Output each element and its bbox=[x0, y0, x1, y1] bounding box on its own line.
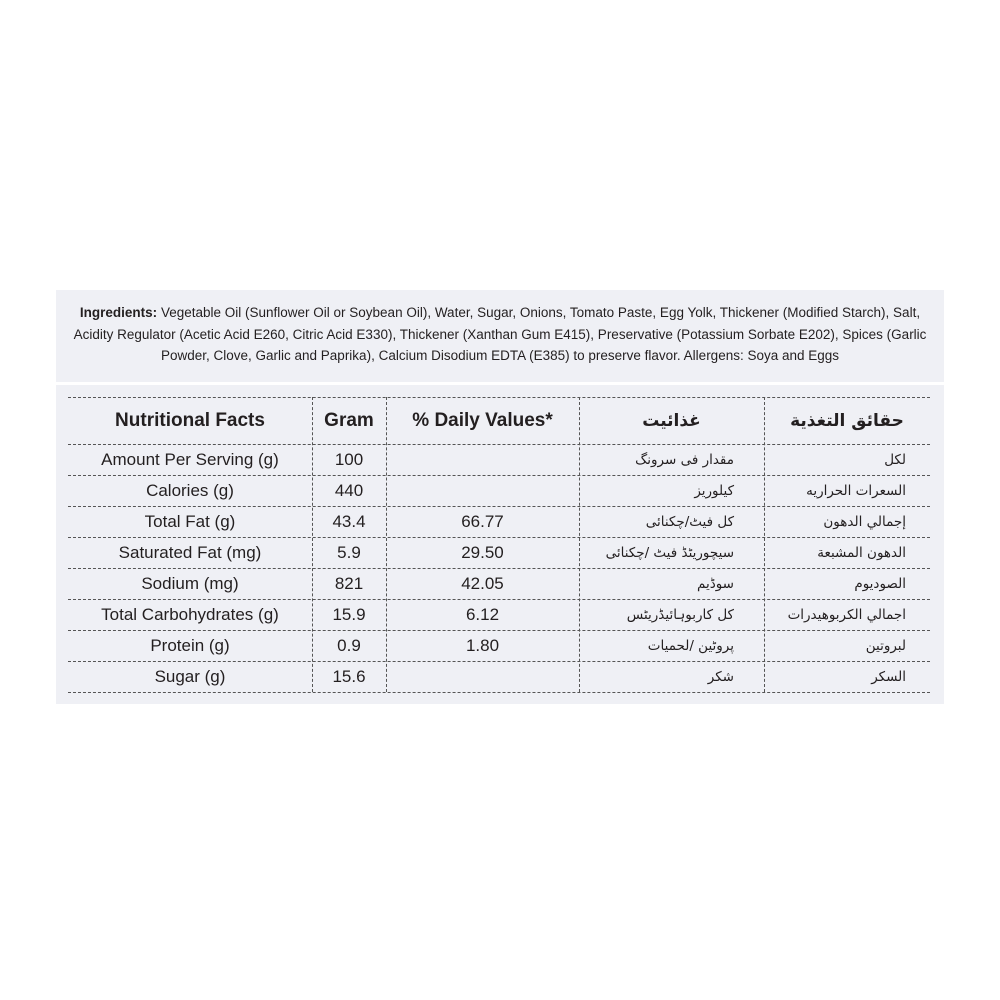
row-urdu: پروٹین /لحمیات bbox=[647, 637, 734, 654]
row-gram: 5.9 bbox=[337, 542, 361, 562]
row-arabic: لكل bbox=[884, 451, 906, 468]
row-name: Saturated Fat (mg) bbox=[118, 542, 262, 562]
ingredients-label: Ingredients: bbox=[79, 305, 158, 320]
header-arabic: حقائق التغذية bbox=[790, 410, 904, 431]
divider bbox=[56, 382, 944, 385]
row-daily-value bbox=[386, 475, 579, 506]
row-daily-value: 42.05 bbox=[461, 573, 504, 593]
row-arabic: الدهون المشبعة bbox=[817, 544, 906, 561]
row-arabic: إجمالي الدهون bbox=[823, 513, 906, 530]
row-daily-value: 6.12 bbox=[465, 604, 500, 624]
row-daily-value: 66.77 bbox=[461, 511, 504, 531]
row-daily-value bbox=[386, 661, 579, 692]
row-arabic: اجمالي الكربوهيدرات bbox=[787, 606, 906, 623]
row-name: Calories (g) bbox=[146, 480, 234, 500]
header-nutritional-facts: Nutritional Facts bbox=[115, 409, 265, 431]
row-gram: 15.6 bbox=[332, 666, 366, 686]
row-gram: 15.9 bbox=[332, 604, 366, 624]
row-name: Amount Per Serving (g) bbox=[101, 449, 279, 469]
row-urdu: کل کاربوہائیڈریٹس bbox=[626, 606, 734, 623]
nutrition-panel bbox=[56, 290, 944, 704]
ingredients-text bbox=[64, 302, 936, 367]
nutrition-table bbox=[68, 397, 930, 692]
row-daily-value: 1.80 bbox=[465, 635, 500, 655]
table-border-bottom bbox=[68, 692, 930, 693]
row-gram: 821 bbox=[334, 573, 364, 593]
row-name: Sugar (g) bbox=[154, 666, 226, 686]
row-gram: 0.9 bbox=[337, 635, 361, 655]
row-arabic: السعرات الحراريه bbox=[806, 482, 906, 499]
row-arabic: الصوديوم bbox=[854, 575, 906, 592]
row-name: Total Fat (g) bbox=[144, 511, 236, 531]
header-urdu: غذائیت bbox=[642, 410, 701, 431]
row-name: Protein (g) bbox=[150, 635, 230, 655]
row-daily-value bbox=[386, 444, 579, 475]
row-urdu: مقدار فی سرونگ bbox=[635, 451, 734, 468]
row-urdu: سوڈیم bbox=[696, 575, 734, 592]
row-urdu: کل فیٹ/چکنائی bbox=[645, 513, 734, 530]
row-name: Sodium (mg) bbox=[141, 573, 239, 593]
row-arabic: لبروتين bbox=[865, 637, 906, 654]
header-gram: Gram bbox=[324, 409, 374, 431]
row-urdu: شکر bbox=[707, 668, 734, 685]
ingredients-list: Vegetable Oil (Sunflower Oil or Soybean Oil), Water, Sugar, Onions, Tomato Paste, Egg Yolk, Thickener (Modified Starch), Salt, Acidity Regulator (Acetic Acid E260, Citric Acid E330), Thickener (Xanthan Gum E415), Preservative (Potassium Sorbate E202), Spices (Garlic Powder, Clove, Garlic and Paprika), Calcium Disodium EDTA (E385) to preserve flavor. Allergens: Soya and Eggs bbox=[73, 305, 927, 363]
row-gram: 43.4 bbox=[332, 511, 366, 531]
row-daily-value: 29.50 bbox=[461, 542, 504, 562]
row-urdu: سیچوریٹڈ فیٹ /چکنائی bbox=[605, 544, 734, 561]
header-daily-values: % Daily Values* bbox=[412, 409, 553, 431]
row-gram: 440 bbox=[334, 480, 364, 500]
row-arabic: السكر bbox=[871, 668, 906, 685]
row-urdu: کیلوریز bbox=[694, 482, 734, 499]
row-name: Total Carbohydrates (g) bbox=[101, 604, 279, 624]
row-gram: 100 bbox=[334, 449, 364, 469]
